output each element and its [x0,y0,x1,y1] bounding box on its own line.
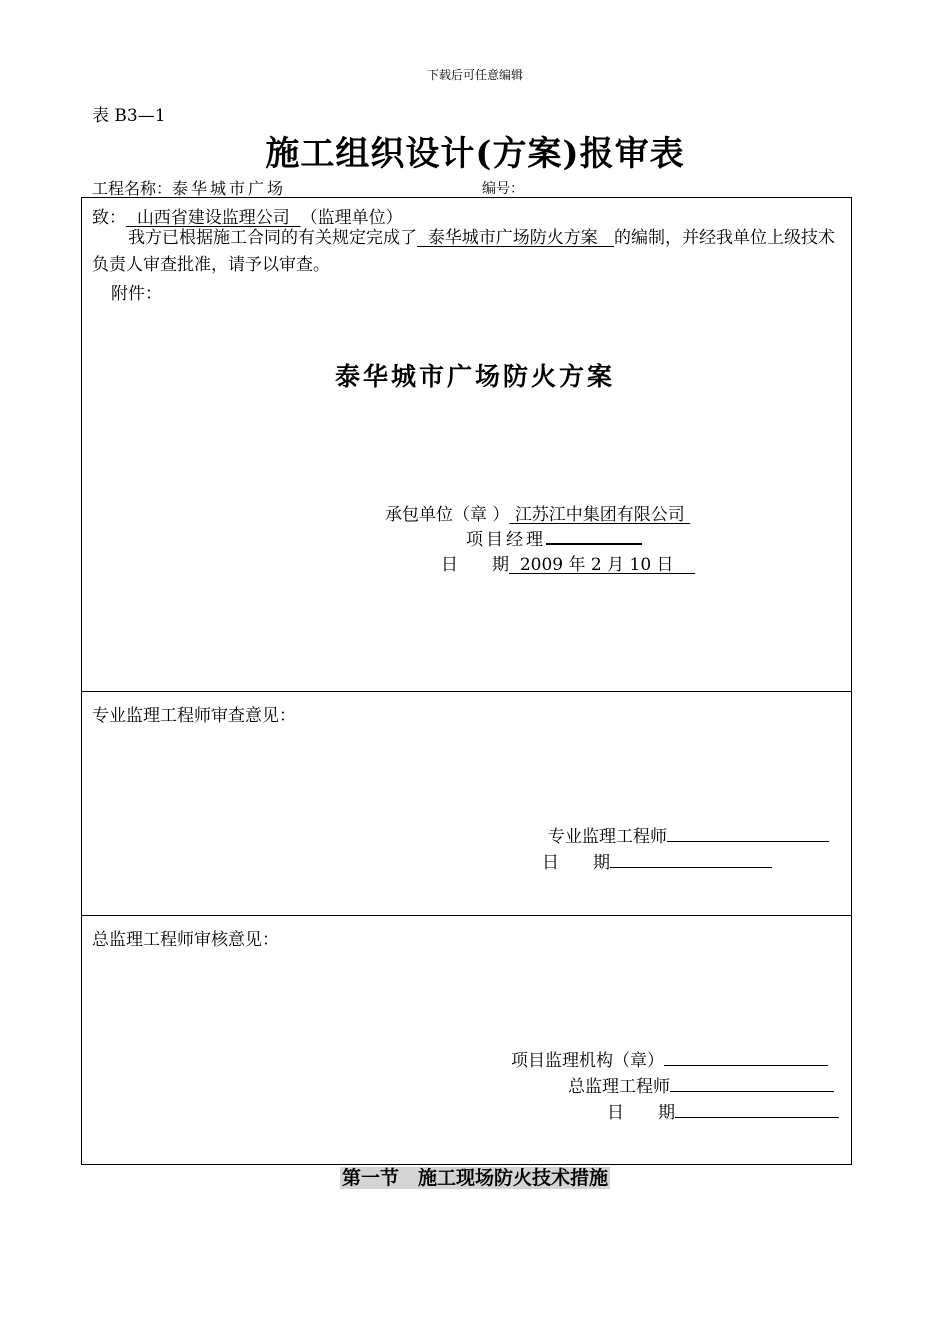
engineer-sign-label: 专业监理工程师 [548,827,667,847]
form-code: 表 B3—1 [92,106,166,126]
project-name-line [92,176,286,199]
header-note: 下载后可任意编辑 [426,68,523,82]
section-heading: 第一节 施工现场防火技术措施 [341,1167,608,1189]
submission-date-line [441,550,695,575]
addressee-suffix: （监理单位） [300,208,403,228]
project-name-value: 泰华城市广场 [172,179,287,198]
project-name-label: 工程名称： [92,179,173,198]
submission-paragraph: 我方已根据施工合同的有关规定完成了 泰华城市广场防火方案 的编制，并经我单位上级技术负责人审查批准，请予以审查。 [92,228,836,275]
attachment-title: 泰华城市广场防火方案 [334,362,615,391]
addressee-label: 致： [92,208,126,228]
engineer-date-blank [610,850,772,868]
supervision-org-blank [664,1048,828,1066]
engineer-sign-blank [667,824,829,842]
engineer-date-line [542,848,772,873]
number-label: 编号： [482,181,524,197]
chief-sign-label: 总监理工程师 [568,1077,670,1097]
addressee-value: 山西省建设监理公司 [136,208,290,228]
supervision-org-line [511,1046,828,1071]
engineer-date-label: 日 期 [542,853,610,873]
project-manager-blank [546,526,642,545]
contractor-label: 承包单位（章 ） [385,505,510,525]
contractor-line [385,500,690,525]
engineer-review-heading: 专业监理工程师审查意见： [92,706,296,726]
chief-date-blank [675,1100,839,1118]
plan-name: 泰华城市广场防火方案 [427,228,598,248]
chief-sign-line [568,1072,834,1097]
submission-date-label: 日 期 [441,555,509,575]
submission-date-value: 2009 年 2 月 10 日 [519,555,674,575]
contractor-value: 江苏江中集团有限公司 [514,505,685,525]
project-manager-line [466,525,642,550]
chief-review-heading: 总监理工程师审核意见： [92,930,279,950]
chief-review-section [81,915,852,1165]
chief-date-line [607,1098,839,1123]
supervision-org-label: 项目监理机构（章） [511,1051,664,1071]
chief-date-label: 日 期 [607,1103,675,1123]
chief-sign-blank [670,1074,834,1092]
engineer-sign-line [548,822,829,847]
attachment-label: 附件： [111,284,162,304]
project-manager-label: 项目经理 [466,530,546,550]
page-title: 施工组织设计(方案)报审表 [265,134,685,174]
